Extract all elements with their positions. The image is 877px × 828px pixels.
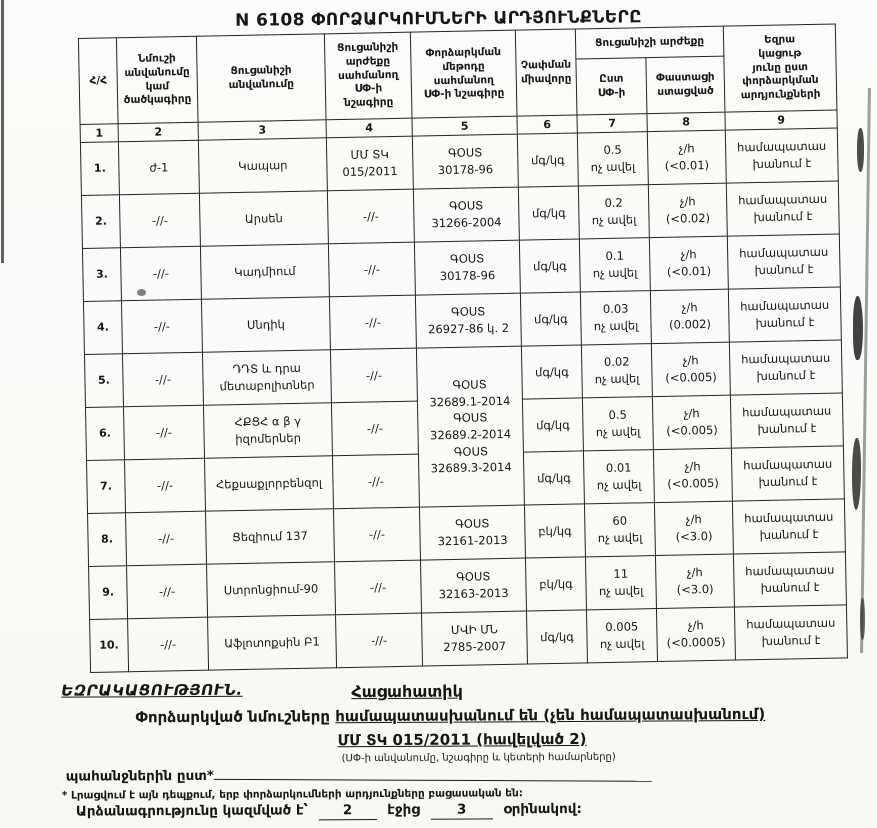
cell-actual: չ/հ (<3.0) bbox=[654, 501, 733, 555]
cell-unit: մգ/կգ bbox=[517, 133, 578, 187]
cell-concl: համապատաս խանում է bbox=[731, 446, 844, 501]
header-value-group: Ցուցանիշի արժեքը bbox=[575, 26, 724, 59]
cell-sp: ՄՄ ՏԿ 015/2011 bbox=[326, 136, 413, 191]
cell-actual: չ/հ (<3.0) bbox=[655, 554, 734, 608]
cell-sample: -//- bbox=[122, 352, 203, 407]
cell-actual: չ/հ (<0.01) bbox=[649, 236, 728, 290]
cell-unit: բկ/կգ bbox=[525, 557, 586, 611]
cell-concl: համապատաս խանում է bbox=[726, 181, 839, 236]
cell-concl: համապատաս խանում է bbox=[734, 605, 847, 660]
header-sample-name: Նմուշի անվանումը կամ ծածկագիրը bbox=[116, 36, 198, 124]
cell-sample: -//- bbox=[125, 458, 206, 513]
header-unit: Չափման միավորը bbox=[515, 29, 577, 116]
copies-label: օրինակով: bbox=[503, 800, 582, 818]
cell-norm: 0.03 ոչ ավել bbox=[580, 291, 651, 345]
cell-n: 1. bbox=[80, 142, 119, 196]
cell-sample: -//- bbox=[126, 511, 207, 566]
cell-sample: -//- bbox=[123, 405, 204, 460]
sentence-prefix: Փորձարկված նմուշները bbox=[135, 707, 336, 727]
column-number: 9 bbox=[725, 110, 837, 130]
cell-method: ԳՕՍՏ 32689.1-2014 ԳՕՍՏ 32689.2-2014 ԳՕՍՏ 32689.3-2014 bbox=[416, 346, 524, 507]
cell-unit: մգ/կգ bbox=[523, 451, 584, 505]
requirements-label: պահանջներին ըստ* bbox=[65, 767, 214, 785]
cell-n: 6. bbox=[85, 407, 124, 461]
column-number: 4 bbox=[326, 118, 412, 138]
cell-sp: -//- bbox=[335, 560, 422, 615]
requirements-line bbox=[66, 766, 652, 785]
cell-norm: 0.01 ոչ ավել bbox=[583, 450, 654, 504]
cell-norm: 11 ոչ ավել bbox=[585, 556, 656, 610]
cell-indicator: Աֆլոտոքսին Բ1 bbox=[208, 615, 337, 670]
cell-norm: 0.5 ոչ ավել bbox=[582, 397, 653, 451]
cell-unit: մգ/կգ bbox=[521, 345, 582, 399]
cell-unit: մգ/կգ bbox=[520, 292, 581, 346]
cell-indicator: Ցեզիում 137 bbox=[206, 509, 335, 564]
cell-norm: 0.5 ոչ ավել bbox=[577, 132, 648, 186]
conclusion-label: ԵԶՐԱԿԱՑՈՒԹՅՈՒՆ. bbox=[61, 680, 243, 700]
scan-artifact-left-line bbox=[1, 0, 4, 263]
cell-concl: համապատաս խանում է bbox=[730, 393, 843, 448]
header-number: Հ/Հ bbox=[78, 38, 118, 125]
cell-sample: -//- bbox=[127, 564, 208, 619]
header-indicator-name: Ցուցանիշի անվանումը bbox=[196, 34, 326, 122]
protocol-line bbox=[76, 801, 582, 821]
cell-sp: -//- bbox=[336, 613, 423, 668]
cell-sp: -//- bbox=[328, 242, 415, 297]
cell-norm: 0.02 ոչ ավել bbox=[581, 344, 652, 398]
column-number: 6 bbox=[517, 115, 577, 134]
cell-method: ՄՎԻ ՄՆ 2785-2007 bbox=[422, 611, 528, 666]
cell-indicator: ԴԴՏ և դրա մետաբոլիտներ bbox=[202, 350, 331, 405]
cell-sp: -//- bbox=[331, 401, 418, 456]
protocol-prefix: Արձանագրությունը կազմված է՝ bbox=[75, 802, 308, 820]
header-actual: Փաստացի ստացված bbox=[646, 56, 725, 113]
cell-n: 3. bbox=[82, 248, 121, 302]
cell-n: 4. bbox=[83, 301, 122, 355]
header-method-standard: Փորձարկման մեթոդը սահմանող ՍՓ-ի նշագիրը bbox=[410, 30, 517, 118]
header-value-standard: Ցուցանիշի արժեքը սահմանող ՍՓ-ի նշագիրը bbox=[324, 32, 412, 120]
copies-count-blank: 3 bbox=[431, 803, 493, 819]
cell-method: ԳՕՍՏ 32163-2013 bbox=[420, 558, 526, 613]
cell-sample: -//- bbox=[119, 193, 200, 248]
cell-concl: համապատաս խանում է bbox=[725, 128, 838, 183]
cell-unit: մգ/կգ bbox=[526, 610, 587, 664]
scan-artifact-blob bbox=[860, 598, 865, 640]
column-number: 7 bbox=[577, 114, 647, 133]
column-number: 2 bbox=[118, 122, 198, 142]
cell-norm: 0.1 ոչ ավել bbox=[579, 238, 650, 292]
cell-method: ԳՕՍՏ 30178-96 bbox=[412, 134, 518, 189]
cell-method: ԳՕՍՏ 31266-2004 bbox=[413, 187, 519, 242]
cell-indicator: ՀՔՑՀ α β γ իզոմերներ bbox=[203, 403, 332, 458]
column-number: 3 bbox=[198, 120, 326, 140]
cell-actual: չ/հ (<0.005) bbox=[652, 395, 731, 449]
header-conclusion: Եզրա կացութ յունը ըստ փորձարկման արդյունքների bbox=[723, 24, 837, 112]
cell-method: ԳՕՍՏ 26927-86 կ. 2 bbox=[415, 293, 521, 348]
cell-indicator: Ստրոնցիում-90 bbox=[207, 562, 336, 617]
cell-sp: -//- bbox=[333, 507, 420, 562]
column-number: 5 bbox=[412, 116, 517, 136]
cell-actual: չ/հ (0.002) bbox=[650, 289, 729, 343]
header-per-standard: Ըստ ՍՓ-ի bbox=[576, 58, 647, 115]
cell-norm: 0.2 ոչ ավել bbox=[578, 185, 649, 239]
cell-n: 7. bbox=[87, 460, 126, 514]
scan-artifact-speck bbox=[137, 289, 146, 296]
cell-n: 5. bbox=[84, 354, 123, 408]
cell-unit: բկ/կգ bbox=[524, 504, 585, 558]
cell-indicator: Արսեն bbox=[199, 191, 328, 246]
footnote: * Լրացվում է այն դեպքում, երբ փորձարկումների արդյունքները բացասական են: bbox=[61, 787, 523, 802]
cell-indicator: Սնդիկ bbox=[201, 297, 330, 352]
conclusion-sentence bbox=[135, 705, 765, 726]
sentence-result: համապատասխանում են (չեն համապատասխանում) bbox=[335, 704, 766, 726]
cell-unit: մգ/կգ bbox=[519, 239, 580, 293]
cell-norm: 0.005 ոչ ավել bbox=[586, 609, 657, 663]
cell-indicator: Հեքսաքլորբենզոլ bbox=[204, 456, 333, 511]
cell-actual: չ/հ (<0.01) bbox=[647, 130, 726, 184]
cell-unit: մգ/կգ bbox=[518, 186, 579, 240]
product-name: Հացահատիկ bbox=[351, 681, 463, 702]
cell-actual: չ/հ (<0.005) bbox=[653, 448, 732, 502]
cell-norm: 60 ոչ ավել bbox=[584, 503, 655, 557]
cell-sample: -//- bbox=[121, 299, 202, 354]
standard-caption: (ՍՓ-ի անվանումը, նշագիրը և կետերի համարները) bbox=[341, 751, 616, 765]
cell-method: ԳՕՍՏ 32161-2013 bbox=[419, 505, 525, 560]
cell-n: 10. bbox=[90, 619, 129, 673]
cell-sp: -//- bbox=[327, 189, 414, 244]
blank-fill-line bbox=[214, 768, 652, 782]
cell-indicator: Կապար bbox=[198, 138, 327, 193]
scan-artifact-blob bbox=[857, 128, 864, 172]
cell-sp: -//- bbox=[330, 348, 417, 403]
standard-reference: ՄՄ ՏԿ 015/2011 (հավելված 2) bbox=[337, 729, 587, 750]
cell-sample: -//- bbox=[120, 246, 201, 301]
cell-n: 8. bbox=[88, 513, 127, 567]
cell-concl: համապատաս խանում է bbox=[733, 552, 846, 607]
cell-concl: համապատաս խանում է bbox=[728, 287, 841, 342]
cell-unit: մգ/կգ bbox=[522, 398, 583, 452]
cell-concl: համապատաս խանում է bbox=[729, 340, 842, 395]
cell-sp: -//- bbox=[329, 295, 416, 350]
cell-n: 2. bbox=[81, 195, 120, 249]
scan-artifact-blob bbox=[853, 296, 863, 360]
cell-actual: չ/հ (<0.02) bbox=[648, 183, 727, 237]
cell-actual: չ/հ (<0.0005) bbox=[656, 607, 735, 661]
pages-count-blank: 2 bbox=[318, 804, 376, 820]
document-title: N 6108 ՓՈՐՁԱՐԿՈՒՄՆԵՐԻ ԱՐԴՅՈՒՆՔՆԵՐԸ bbox=[235, 7, 642, 31]
cell-indicator: Կադմիում bbox=[200, 244, 329, 299]
column-number: 1 bbox=[80, 124, 118, 143]
cell-method: ԳՕՍՏ 30178-96 bbox=[414, 240, 520, 295]
cell-sample: ժ-1 bbox=[118, 140, 199, 195]
cell-sp: -//- bbox=[332, 454, 419, 509]
cell-concl: համապատաս խանում է bbox=[727, 234, 840, 289]
cell-sample: -//- bbox=[128, 617, 209, 672]
column-number: 8 bbox=[647, 112, 725, 131]
cell-actual: չ/հ (<0.005) bbox=[651, 342, 730, 396]
cell-concl: համապատաս խանում է bbox=[732, 499, 845, 554]
cell-n: 9. bbox=[89, 566, 128, 620]
pages-label: էջից bbox=[387, 801, 420, 818]
